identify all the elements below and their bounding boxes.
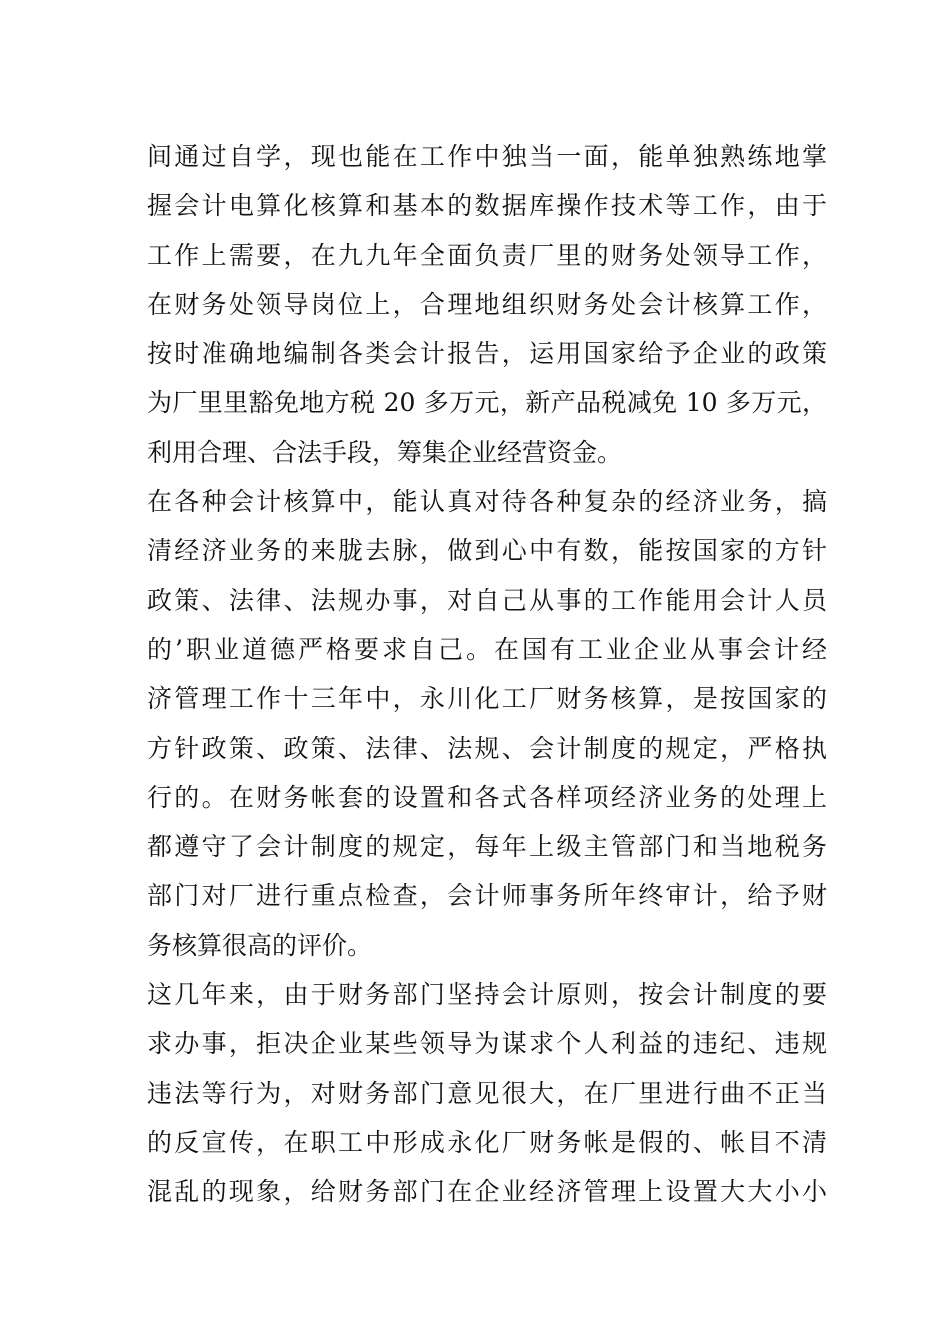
text-line: 工作上需要，在九九年全面负责厂里的财务处领导工作，	[147, 240, 827, 270]
text-line: 部门对厂进行重点检查，会计师事务所年终审计，给予财	[147, 881, 827, 911]
body-text	[147, 132, 827, 1217]
text-line: 在财务处领导岗位上，合理地组织财务处会计核算工作，	[147, 289, 827, 319]
text-line: 清经济业务的来胧去脉，做到心中有数，能按国家的方针	[147, 536, 827, 566]
text-line: 务核算很高的评价。	[147, 930, 373, 960]
text-line: 的反宣传，在职工中形成永化厂财务帐是假的、帐目不清	[147, 1127, 827, 1157]
text-line: 违法等行为，对财务部门意见很大，在厂里进行曲不正当	[147, 1078, 827, 1108]
text-line: 行的。在财务帐套的设置和各式各样项经济业务的处理上	[147, 782, 827, 812]
text-line: 在各种会计核算中，能认真对待各种复杂的经济业务，搞	[147, 487, 827, 517]
text-line: 混乱的现象，给财务部门在企业经济管理上设置大大小小	[147, 1177, 827, 1207]
text-line: 为厂里里豁免地方税 20 多万元，新产品税减免 10 多万元，	[147, 388, 827, 418]
text-line: 都遵守了会计制度的规定，每年上级主管部门和当地税务	[147, 832, 827, 862]
text-line: 政策、法律、法规办事，对自己从事的工作能用会计人员	[147, 585, 827, 615]
text-line: 握会计电算化核算和基本的数据库操作技术等工作，由于	[147, 191, 827, 221]
text-line: 按时准确地编制各类会计报告，运用国家给予企业的政策	[147, 339, 827, 369]
text-line: 求办事，拒决企业某些领导为谋求个人利益的违纪、违规	[147, 1029, 827, 1059]
text-line: 的’职业道德严格要求自己。在国有工业企业从事会计经	[147, 634, 827, 664]
text-line: 方针政策、政策、法律、法规、会计制度的规定，严格执	[147, 733, 827, 763]
text-line: 济管理工作十三年中，永川化工厂财务核算，是按国家的	[147, 684, 827, 714]
text-line: 间通过自学，现也能在工作中独当一面，能单独熟练地掌	[147, 142, 827, 171]
text-line: 利用合理、合法手段，筹集企业经营资金。	[147, 437, 623, 467]
text-line: 这几年来，由于财务部门坚持会计原则，按会计制度的要	[147, 980, 827, 1010]
